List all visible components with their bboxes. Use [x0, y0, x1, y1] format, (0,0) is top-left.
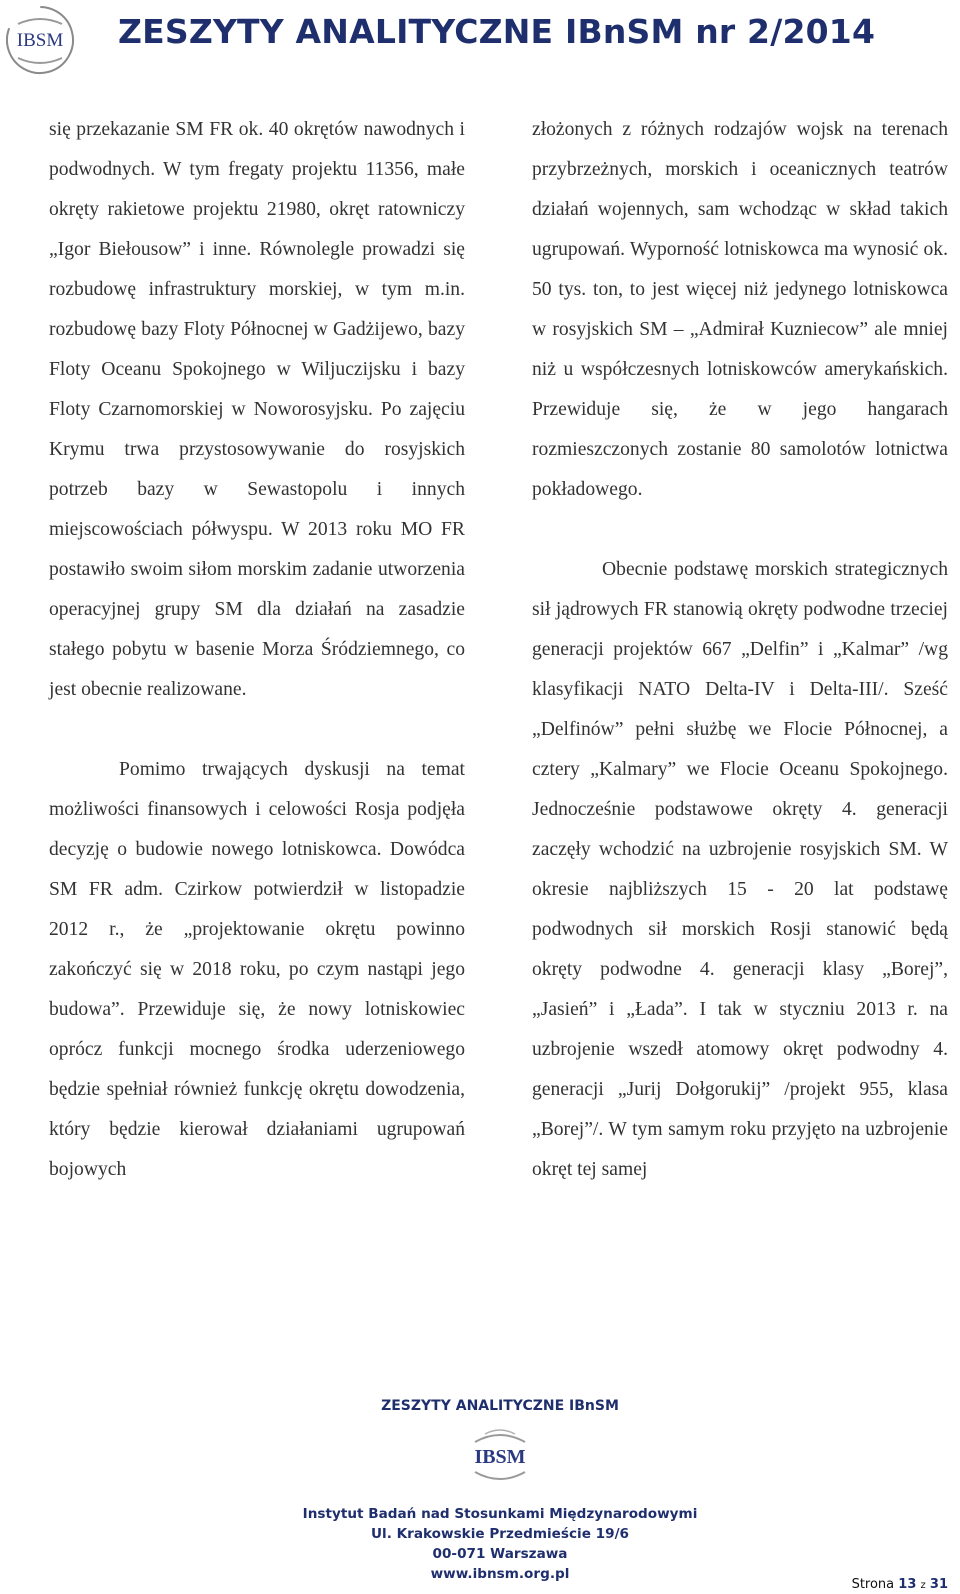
page-label: Strona — [851, 1577, 895, 1592]
ibsm-footer-logo-icon — [463, 1420, 537, 1494]
left-column — [49, 110, 465, 1190]
footer-brand: ZESZYTY ANALITYCZNE IBnSM — [381, 1398, 619, 1414]
page-of: z — [920, 1580, 926, 1591]
footer-city: 00-071 Warszawa — [432, 1546, 568, 1562]
svg-text:IBSM: IBSM — [16, 30, 64, 51]
page-total: 31 — [929, 1577, 948, 1592]
page-number — [852, 1577, 948, 1592]
svg-text:IBSM: IBSM — [474, 1446, 526, 1468]
footer-street: Ul. Krakowskie Przedmieście 19/6 — [371, 1526, 629, 1542]
right-column — [532, 110, 948, 1190]
footer-website-link[interactable]: www.ibnsm.org.pl — [430, 1566, 570, 1582]
footer-institute: Instytut Badań nad Stosunkami Międzynarodowymi — [302, 1506, 698, 1522]
paragraph-left-1: się przekazanie SM FR ok. 40 okrętów nawodnych i podwodnych. W tym fregaty projektu 11356, małe okręty rakietowe projektu 21980, okręt ratowniczy „Igor Biełousow” i inne. Równolegle prowadzi się rozbudowę infrastruktury morskiej, w tym m.in. rozbudowę bazy Floty Północnej w Gadżijewo, bazy Floty Oceanu Spokojnego w Wiljuczijsku i bazy Floty Czarnomorskiej w Noworosyjsku. Po zajęciu Krymu trwa przystosowywanie do rosyjskich potrzeb bazy w Sewastopolu i innych miejscowościach półwyspu. W 2013 roku MO FR postawiło swoim siłom morskim zadanie utworzenia operacyjnej grupy SM dla działań na zasadzie stałego pobytu w basenie Morza Śródziemnego, co jest obecnie realizowane. — [49, 119, 465, 700]
page-header — [0, 0, 960, 80]
journal-title: ZESZYTY ANALITYCZNE IBnSM nr 2/2014 — [118, 12, 876, 51]
ibsm-logo-icon — [4, 4, 76, 76]
page-current: 13 — [898, 1577, 917, 1592]
paragraph-right-1: złożonych z różnych rodzajów wojsk na terenach przybrzeżnych, morskich i oceanicznych teatrów działań wojennych, sam wchodząc w skład takich ugrupowań. Wyporność lotniskowca ma wynosić ok. 50 tys. ton, to jest więcej niż jedynego lotniskowca w rosyjskich SM – „Admirał Kuzniecow” ale mniej niż u współczesnych lotniskowców amerykańskich. Przewiduje się, że w jego hangarach rozmieszczonych zostanie 80 samolotów lotnictwa pokładowego. — [532, 119, 948, 500]
paragraph-left-2: Pomimo trwających dyskusji na temat możliwości finansowych i celowości Rosja podjęła decyzję o budowie nowego lotniskowca. Dowódca SM FR adm. Czirkow potwierdził w listopadzie 2012 r., że „projektowanie okrętu powinno zakończyć się w 2018 roku, po czym nastąpi jego budowa”. Przewiduje się, że nowy lotniskowiec oprócz funkcji mocnego środka uderzeniowego będzie spełniał również funkcję okrętu dowodzenia, który będzie kierował działaniami ugrupowań bojowych — [49, 759, 465, 1180]
paragraph-right-2: Obecnie podstawę morskich strategicznych sił jądrowych FR stanowią okręty podwodne trzeciej generacji projektów 667 „Delfin” i „Kalmar” /wg klasyfikacji NATO Delta-IV i Delta-III/. Sześć „Delfinów” pełni służbę we Flocie Północnej, a cztery „Kalmary” we Flocie Oceanu Spokojnego. Jednocześnie podstawowe okręty 4. generacji zaczęły wchodzić na uzbrojenie rosyjskich SM. W okresie najbliższych 15 - 20 lat podstawę podwodnych sił morskich Rosji stanowić będą okręty podwodne 4. generacji klasy „Borej”, „Jasień” i „Łada”. I tak w styczniu 2013 r. na uzbrojenie wszedł atomowy okręt podwodny 4. generacji „Jurij Dołgorukij” /projekt 955, klasa „Borej”/. W tym samym roku przyjęto na uzbrojenie okręt tej samej — [532, 559, 948, 1180]
